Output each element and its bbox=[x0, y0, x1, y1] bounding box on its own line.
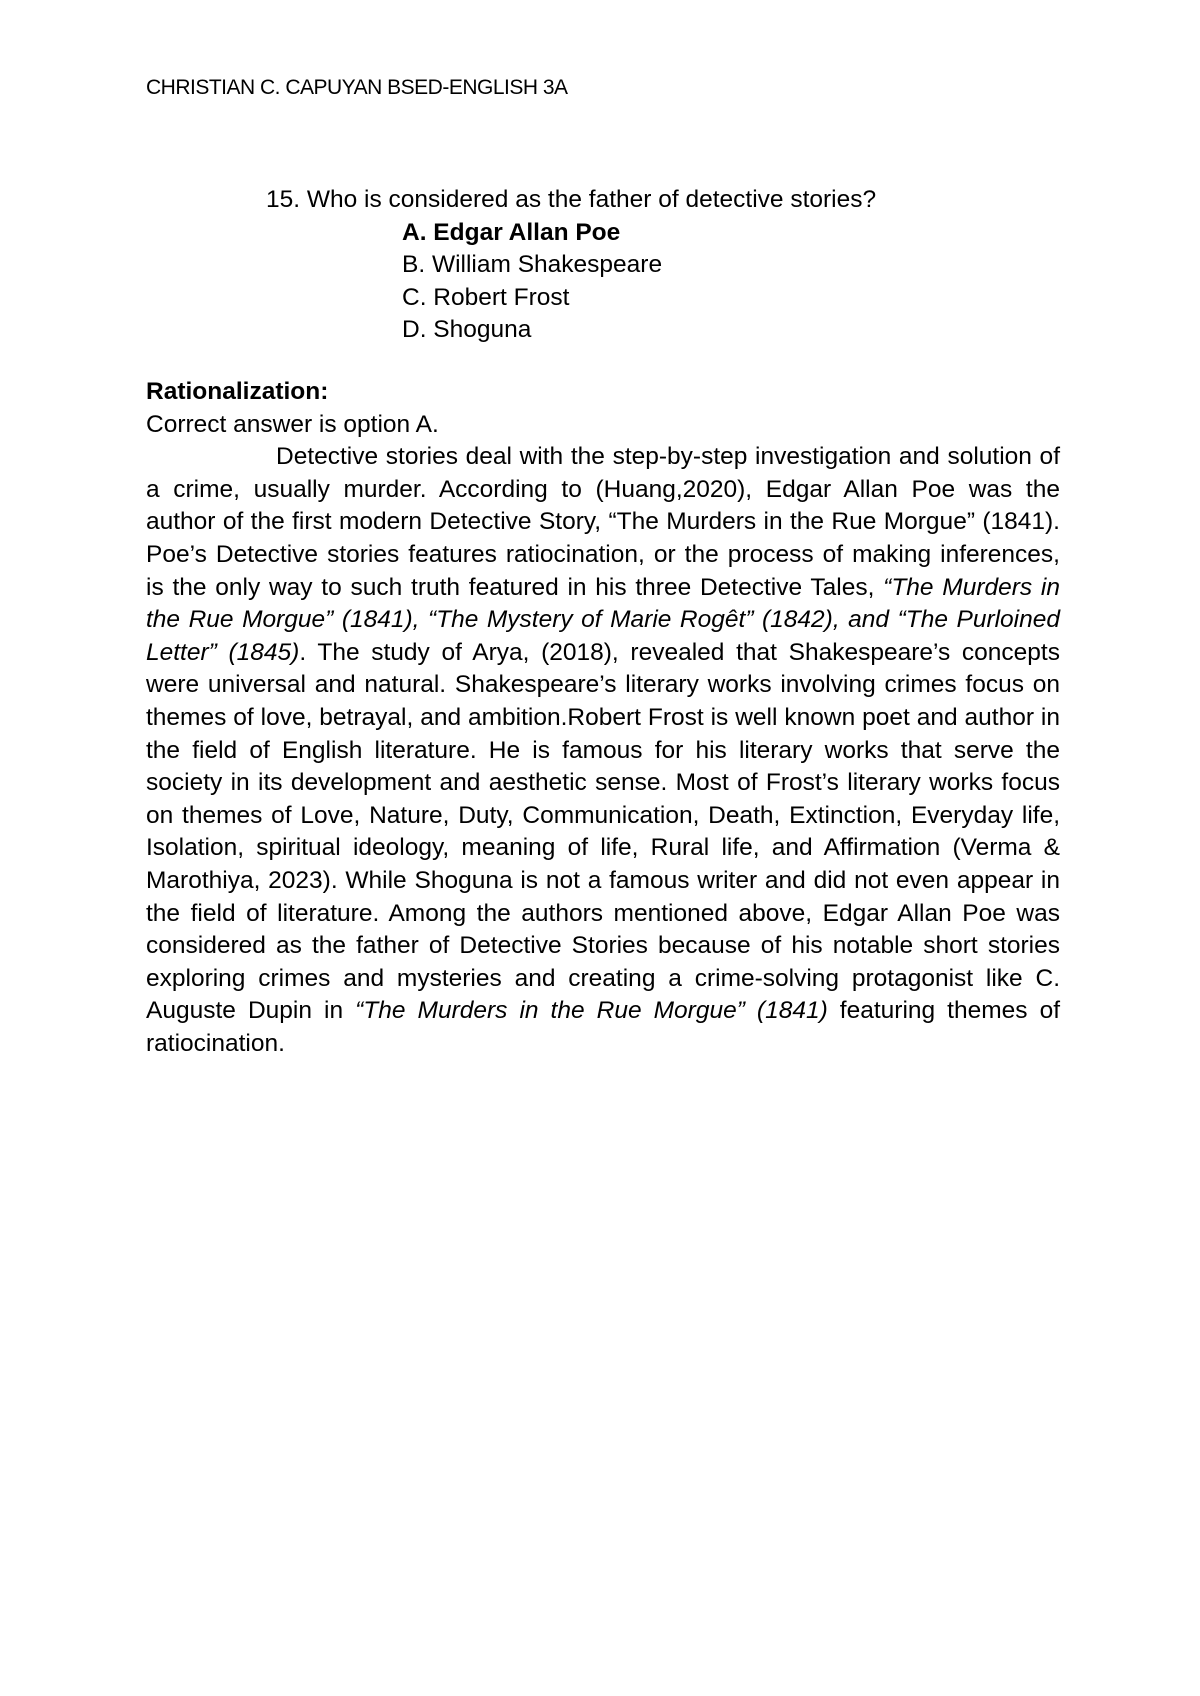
rationale-heading: Rationalization: bbox=[146, 378, 329, 405]
option-d: D. Shoguna bbox=[402, 316, 532, 343]
option-a: A. Edgar Allan Poe bbox=[402, 218, 621, 246]
question-block bbox=[266, 184, 876, 347]
document-header: CHRISTIAN C. CAPUYAN BSED-ENGLISH 3A bbox=[146, 76, 568, 99]
option-c: C. Robert Frost bbox=[402, 283, 570, 311]
option-b: B. William Shakespeare bbox=[402, 251, 663, 278]
question-text: 15. Who is considered as the father of detective stories? bbox=[266, 186, 877, 213]
correct-answer-line: Correct answer is option A. bbox=[146, 410, 439, 438]
rue-morgue-title: “The Murders in the Rue Morgue” (1841) bbox=[355, 997, 828, 1025]
rationale-section bbox=[146, 376, 1060, 1060]
rationale-paragraph bbox=[146, 441, 1060, 1060]
paragraph-text-2: . The study of Arya, (2018), revealed that Shakespeare’s concepts were universal and natural. Shakespeare’s literary works involving crimes focus on themes of love, betrayal, and ambition.Robert Frost is well known poet and author in the field of English literature. He is famous for his literary works that serve the society in its development and aesthetic sense. Most of Frost’s literary works focus on themes of Love, Nature, Duty, Communication, Death, Extinction, Everyday life, Isolation, spiritual ideology, meaning of life, Rural life, and Affirmation (Verma & Marothiya, 2023). While Shoguna is not a famous writer and did not even appear in the field of literature. Among the authors mentioned above, Edgar Allan Poe was considered as the father of Detective Stories because of his notable short stories exploring crimes and mysteries and creating a crime-solving protagonist like C. Auguste Dupin in bbox=[146, 638, 1060, 1025]
paragraph-text-3: featuring themes of ratiocination. bbox=[146, 997, 1061, 1057]
paragraph-text-1: Detective stories deal with the step-by-step investigation and solution of a crime, usually murder. According to (Huang,2020), Edgar Allan Poe was the author of the first modern Detective Story, “The Murders in the Rue Morgue” (1841). Poe’s Detective stories features ratiocination, or the process of making inferences, is the only way to such truth featured in his three Detective Tales, bbox=[146, 443, 1060, 601]
poe-tales-titles: “The Murders in the Rue Morgue” (1841), “The Mystery of Marie Rogêt” (1842), and “The Purloined Letter” (1845) bbox=[146, 573, 1060, 666]
answer-options bbox=[402, 217, 876, 347]
